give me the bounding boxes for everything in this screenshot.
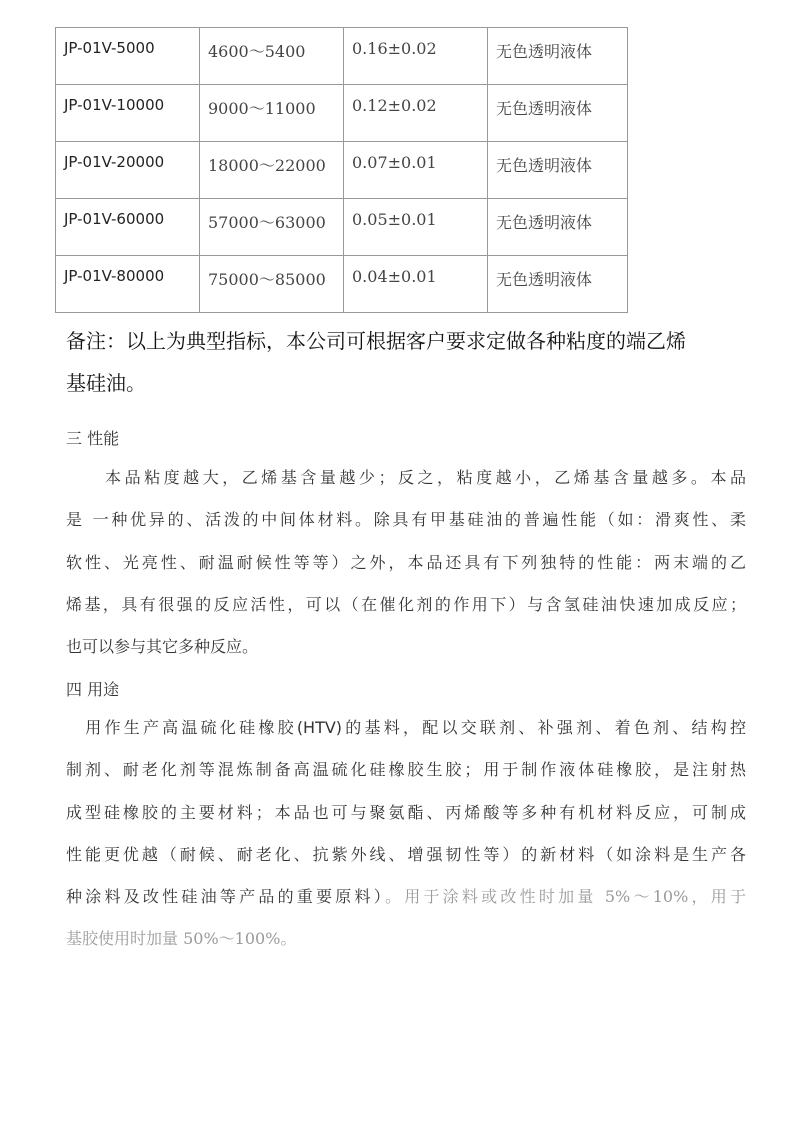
text-segment: 种涂料及改性硅油等产品的重要原料） [66,887,385,907]
text-line [66,876,746,918]
text-line: 成型硅橡胶的主要材料；本品也可与聚氨酯、丙烯酸等多种有机材料反应，可制成 [66,802,746,822]
viscosity-cell: 18000～22000 [200,142,344,199]
table-row [56,199,628,256]
table-row [56,142,628,199]
note-line: 备注：以上为典型指标，本公司可根据客户要求定做各种粘度的端乙烯 [66,329,686,353]
appearance-cell: 无色透明液体 [488,85,628,142]
table-row [56,256,628,313]
viscosity-cell: 57000～63000 [200,199,344,256]
section-heading-performance: 三 性能 [66,429,120,448]
note-line: 基硅油。 [66,371,146,395]
appearance-cell: 无色透明液体 [488,28,628,85]
model-cell: JP-01V-60000 [56,199,200,256]
model-cell: JP-01V-10000 [56,85,200,142]
model-cell: JP-01V-80000 [56,256,200,313]
product-spec-table [55,27,628,313]
text-line: 本品粘度越大，乙烯基含量越少；反之，粘度越小，乙烯基含量越多。本品 [66,468,746,487]
text-line: 制剂、耐老化剂等混炼制备高温硫化硅橡胶生胶；用于制作液体硅橡胶，是注射热 [66,760,746,780]
appearance-cell: 无色透明液体 [488,199,628,256]
section-heading-usage: 四 用途 [66,680,120,699]
text-segment-faded: 。用于涂料或改性时加量 5%～10%，用于 [384,887,746,907]
table-row [56,28,628,85]
text-line: 性能更优越（耐候、耐老化、抗紫外线、增强韧性等）的新材料（如涂料是生产各 [66,844,746,864]
remark-note [66,320,746,404]
vinyl-content-cell: 0.05±0.01 [344,199,488,256]
usage-paragraph [66,707,746,961]
vinyl-content-cell: 0.12±0.02 [344,85,488,142]
vinyl-content-cell: 0.16±0.02 [344,28,488,85]
viscosity-cell: 75000～85000 [200,256,344,313]
appearance-cell: 无色透明液体 [488,142,628,199]
text-line: 烯基，具有很强的反应活性，可以（在催化剂的作用下）与含氢硅油快速加成反应； [66,594,746,614]
text-line: 基胶使用时加量 50%～100%。 [66,929,297,949]
appearance-cell: 无色透明液体 [488,256,628,313]
model-cell: JP-01V-20000 [56,142,200,199]
vinyl-content-cell: 0.04±0.01 [344,256,488,313]
text-line: 是 一种优异的、活泼的中间体材料。除具有甲基硅油的普遍性能（如：滑爽性、柔 [66,510,746,530]
model-cell: JP-01V-5000 [56,28,200,85]
table-row [56,85,628,142]
viscosity-cell: 4600～5400 [200,28,344,85]
text-line: 也可以参与其它多种反应。 [66,637,259,657]
vinyl-content-cell: 0.07±0.01 [344,142,488,199]
text-line: 软性、光亮性、耐温耐候性等等）之外，本品还具有下列独特的性能：两末端的乙 [66,552,746,572]
performance-paragraph [66,457,746,668]
viscosity-cell: 9000～11000 [200,85,344,142]
text-line: 用作生产高温硫化硅橡胶(HTV)的基料，配以交联剂、补强剂、着色剂、结构控 [66,718,746,737]
